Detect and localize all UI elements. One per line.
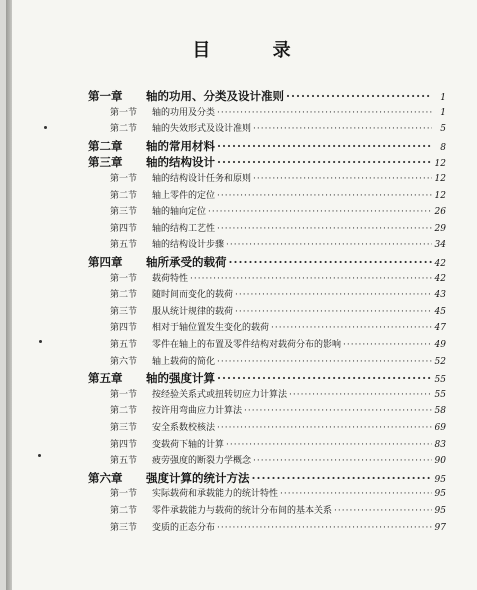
- entry-page-number: 45: [434, 306, 446, 317]
- toc-section-entry: [110, 453, 446, 466]
- entry-title: 轴的结构设计: [146, 155, 215, 170]
- toc-chapter-entry: [88, 138, 446, 154]
- entry-page-number: 1: [440, 107, 446, 118]
- dot-leader: [280, 489, 432, 499]
- entry-title: 变载荷下轴的计算: [152, 439, 225, 450]
- entry-page-number: 12: [434, 190, 446, 201]
- entry-page-number: 55: [434, 389, 446, 400]
- toc-section-entry: [110, 221, 446, 234]
- dot-leader: [226, 440, 432, 450]
- toc-chapter-entry: [88, 370, 446, 386]
- scan-speck: [38, 454, 41, 457]
- dot-leader: [253, 124, 432, 134]
- entry-title: 轴的强度计算: [146, 371, 215, 386]
- dot-leader: [253, 456, 432, 466]
- entry-title: 轴的结构设计步骤: [152, 240, 225, 251]
- entry-page-number: 12: [434, 159, 446, 170]
- entry-title: 随时间而变化的载荷: [152, 290, 234, 301]
- entry-number: 第五章: [88, 371, 123, 386]
- entry-title: 轴的功用、分类及设计准则: [146, 89, 284, 103]
- entry-number: 第二节: [110, 506, 138, 516]
- dot-leader: [343, 340, 432, 350]
- toc-section-entry: [110, 320, 446, 333]
- toc-section-entry: [110, 520, 446, 533]
- dot-leader: [235, 307, 432, 317]
- entry-title: 按许用弯曲应力计算法: [152, 406, 243, 417]
- toc-section-entry: [110, 105, 446, 118]
- entry-title: 轴上载荷的简化: [152, 356, 216, 367]
- dot-leader: [235, 290, 432, 300]
- entry-number: 第一节: [110, 489, 138, 500]
- entry-number: 第一节: [110, 389, 138, 400]
- dot-leader: [217, 371, 432, 385]
- dot-leader: [217, 155, 432, 169]
- entry-title: 变质的正态分布: [152, 522, 216, 533]
- entry-number: 第四节: [110, 439, 138, 450]
- entry-number: 第五节: [110, 456, 138, 467]
- entry-page-number: 95: [434, 489, 446, 500]
- entry-number: 第二章: [88, 138, 123, 153]
- entry-page-number: 29: [434, 223, 446, 234]
- entry-page-number: 90: [434, 456, 446, 467]
- dot-leader: [252, 471, 433, 485]
- entry-page-number: 1: [440, 93, 446, 103]
- entry-title: 轴的功用及分类: [152, 107, 216, 118]
- entry-title: 疲劳强度的断裂力学概念: [152, 456, 252, 467]
- toc-section-entry: [110, 403, 446, 416]
- scan-speck: [39, 340, 42, 343]
- entry-page-number: 5: [440, 124, 446, 135]
- entry-page-number: 42: [434, 273, 446, 284]
- entry-number: 第二节: [110, 290, 138, 301]
- entry-title: 相对于轴位置发生变化的载荷: [152, 323, 270, 334]
- dot-leader: [334, 506, 432, 516]
- dot-leader: [217, 523, 432, 533]
- entry-page-number: 42: [434, 259, 446, 269]
- entry-title: 安全系数校核法: [152, 423, 216, 433]
- entry-title: 零件在轴上的布置及零件结构对载荷分布的影响: [152, 340, 342, 350]
- entry-number: 第三章: [88, 155, 123, 170]
- entry-number: 第六节: [110, 356, 138, 367]
- dot-leader: [217, 139, 432, 153]
- entry-page-number: 95: [434, 506, 446, 516]
- entry-number: 第一节: [110, 273, 138, 284]
- toc-section-entry: [110, 387, 446, 400]
- toc-chapter-entry: [88, 470, 446, 486]
- entry-page-number: 97: [434, 522, 446, 533]
- toc-chapter-entry: [88, 88, 446, 104]
- toc-section-entry: [110, 437, 446, 450]
- dot-leader: [217, 357, 432, 367]
- entry-page-number: 69: [434, 423, 446, 433]
- entry-number: 第二节: [110, 406, 138, 417]
- dot-leader: [217, 191, 432, 201]
- entry-page-number: 95: [434, 474, 446, 485]
- toc-section-entry: [110, 503, 446, 516]
- entry-title: 零件承载能力与载荷的统计分布间的基本关系: [152, 506, 333, 516]
- entry-number: 第一章: [88, 89, 123, 103]
- entry-title: 轴所承受的载荷: [146, 255, 227, 269]
- entry-title: 轴的常用材料: [146, 138, 215, 153]
- entry-title: 轴的失效形式及设计准则: [152, 124, 252, 135]
- entry-number: 第六章: [88, 470, 123, 485]
- book-page: [6, 0, 477, 590]
- toc-section-entry: [110, 237, 446, 250]
- entry-title: 服从统计规律的载荷: [152, 306, 234, 317]
- dot-leader: [253, 174, 432, 184]
- entry-page-number: 8: [440, 142, 446, 153]
- entry-page-number: 47: [434, 323, 446, 334]
- dot-leader: [229, 255, 433, 269]
- entry-page-number: 49: [434, 340, 446, 350]
- page-title: 目 录: [192, 40, 319, 61]
- toc-section-entry: [110, 304, 446, 317]
- entry-page-number: 52: [434, 356, 446, 367]
- toc-section-entry: [110, 337, 446, 350]
- dot-leader: [289, 390, 432, 400]
- toc-section-entry: [110, 171, 446, 184]
- entry-number: 第五节: [110, 340, 138, 350]
- entry-title: 强度计算的统计方法: [146, 470, 250, 485]
- toc-section-entry: [110, 420, 446, 433]
- entry-number: 第三节: [110, 423, 138, 433]
- entry-number: 第五节: [110, 240, 138, 251]
- dot-leader: [217, 224, 432, 234]
- entry-number: 第一节: [110, 174, 138, 184]
- toc-chapter-entry: [88, 254, 446, 270]
- dot-leader: [217, 423, 432, 433]
- entry-number: 第三节: [110, 306, 138, 317]
- entry-title: 轴的结构工艺性: [152, 223, 216, 234]
- entry-page-number: 34: [434, 240, 446, 251]
- toc-section-entry: [110, 354, 446, 367]
- toc-section-entry: [110, 121, 446, 134]
- entry-title: 轴的结构设计任务和原则: [152, 174, 252, 184]
- entry-number: 第四章: [88, 255, 123, 269]
- toc-section-entry: [110, 287, 446, 300]
- entry-page-number: 83: [434, 439, 446, 450]
- entry-number: 第二节: [110, 190, 138, 201]
- entry-number: 第一节: [110, 107, 138, 118]
- entry-number: 第二节: [110, 124, 138, 135]
- entry-page-number: 55: [434, 375, 446, 386]
- entry-title: 轴的轴向定位: [152, 207, 207, 218]
- entry-title: 载荷特性: [152, 273, 189, 284]
- dot-leader: [271, 323, 432, 333]
- toc-chapter-entry: [88, 154, 446, 170]
- entry-number: 第三节: [110, 207, 138, 218]
- entry-number: 第三节: [110, 522, 138, 533]
- entry-page-number: 58: [434, 406, 446, 417]
- entry-title: 按经验关系式或扭转切应力计算法: [152, 389, 288, 400]
- entry-number: 第四节: [110, 323, 138, 334]
- entry-title: 轴上零件的定位: [152, 190, 216, 201]
- toc-section-entry: [110, 486, 446, 499]
- entry-number: 第四节: [110, 223, 138, 234]
- dot-leader: [226, 240, 432, 250]
- scan-speck: [44, 126, 47, 129]
- toc-section-entry: [110, 188, 446, 201]
- entry-title: 实际载荷和承载能力的统计特性: [152, 489, 279, 500]
- toc-section-entry: [110, 204, 446, 217]
- dot-leader: [286, 89, 432, 103]
- page-binding-edge: [6, 0, 12, 590]
- entry-page-number: 12: [434, 174, 446, 184]
- entry-page-number: 43: [434, 290, 446, 301]
- dot-leader: [217, 108, 432, 118]
- dot-leader: [208, 207, 432, 217]
- dot-leader: [244, 406, 432, 416]
- toc-section-entry: [110, 271, 446, 284]
- entry-page-number: 26: [434, 207, 446, 218]
- dot-leader: [190, 274, 432, 284]
